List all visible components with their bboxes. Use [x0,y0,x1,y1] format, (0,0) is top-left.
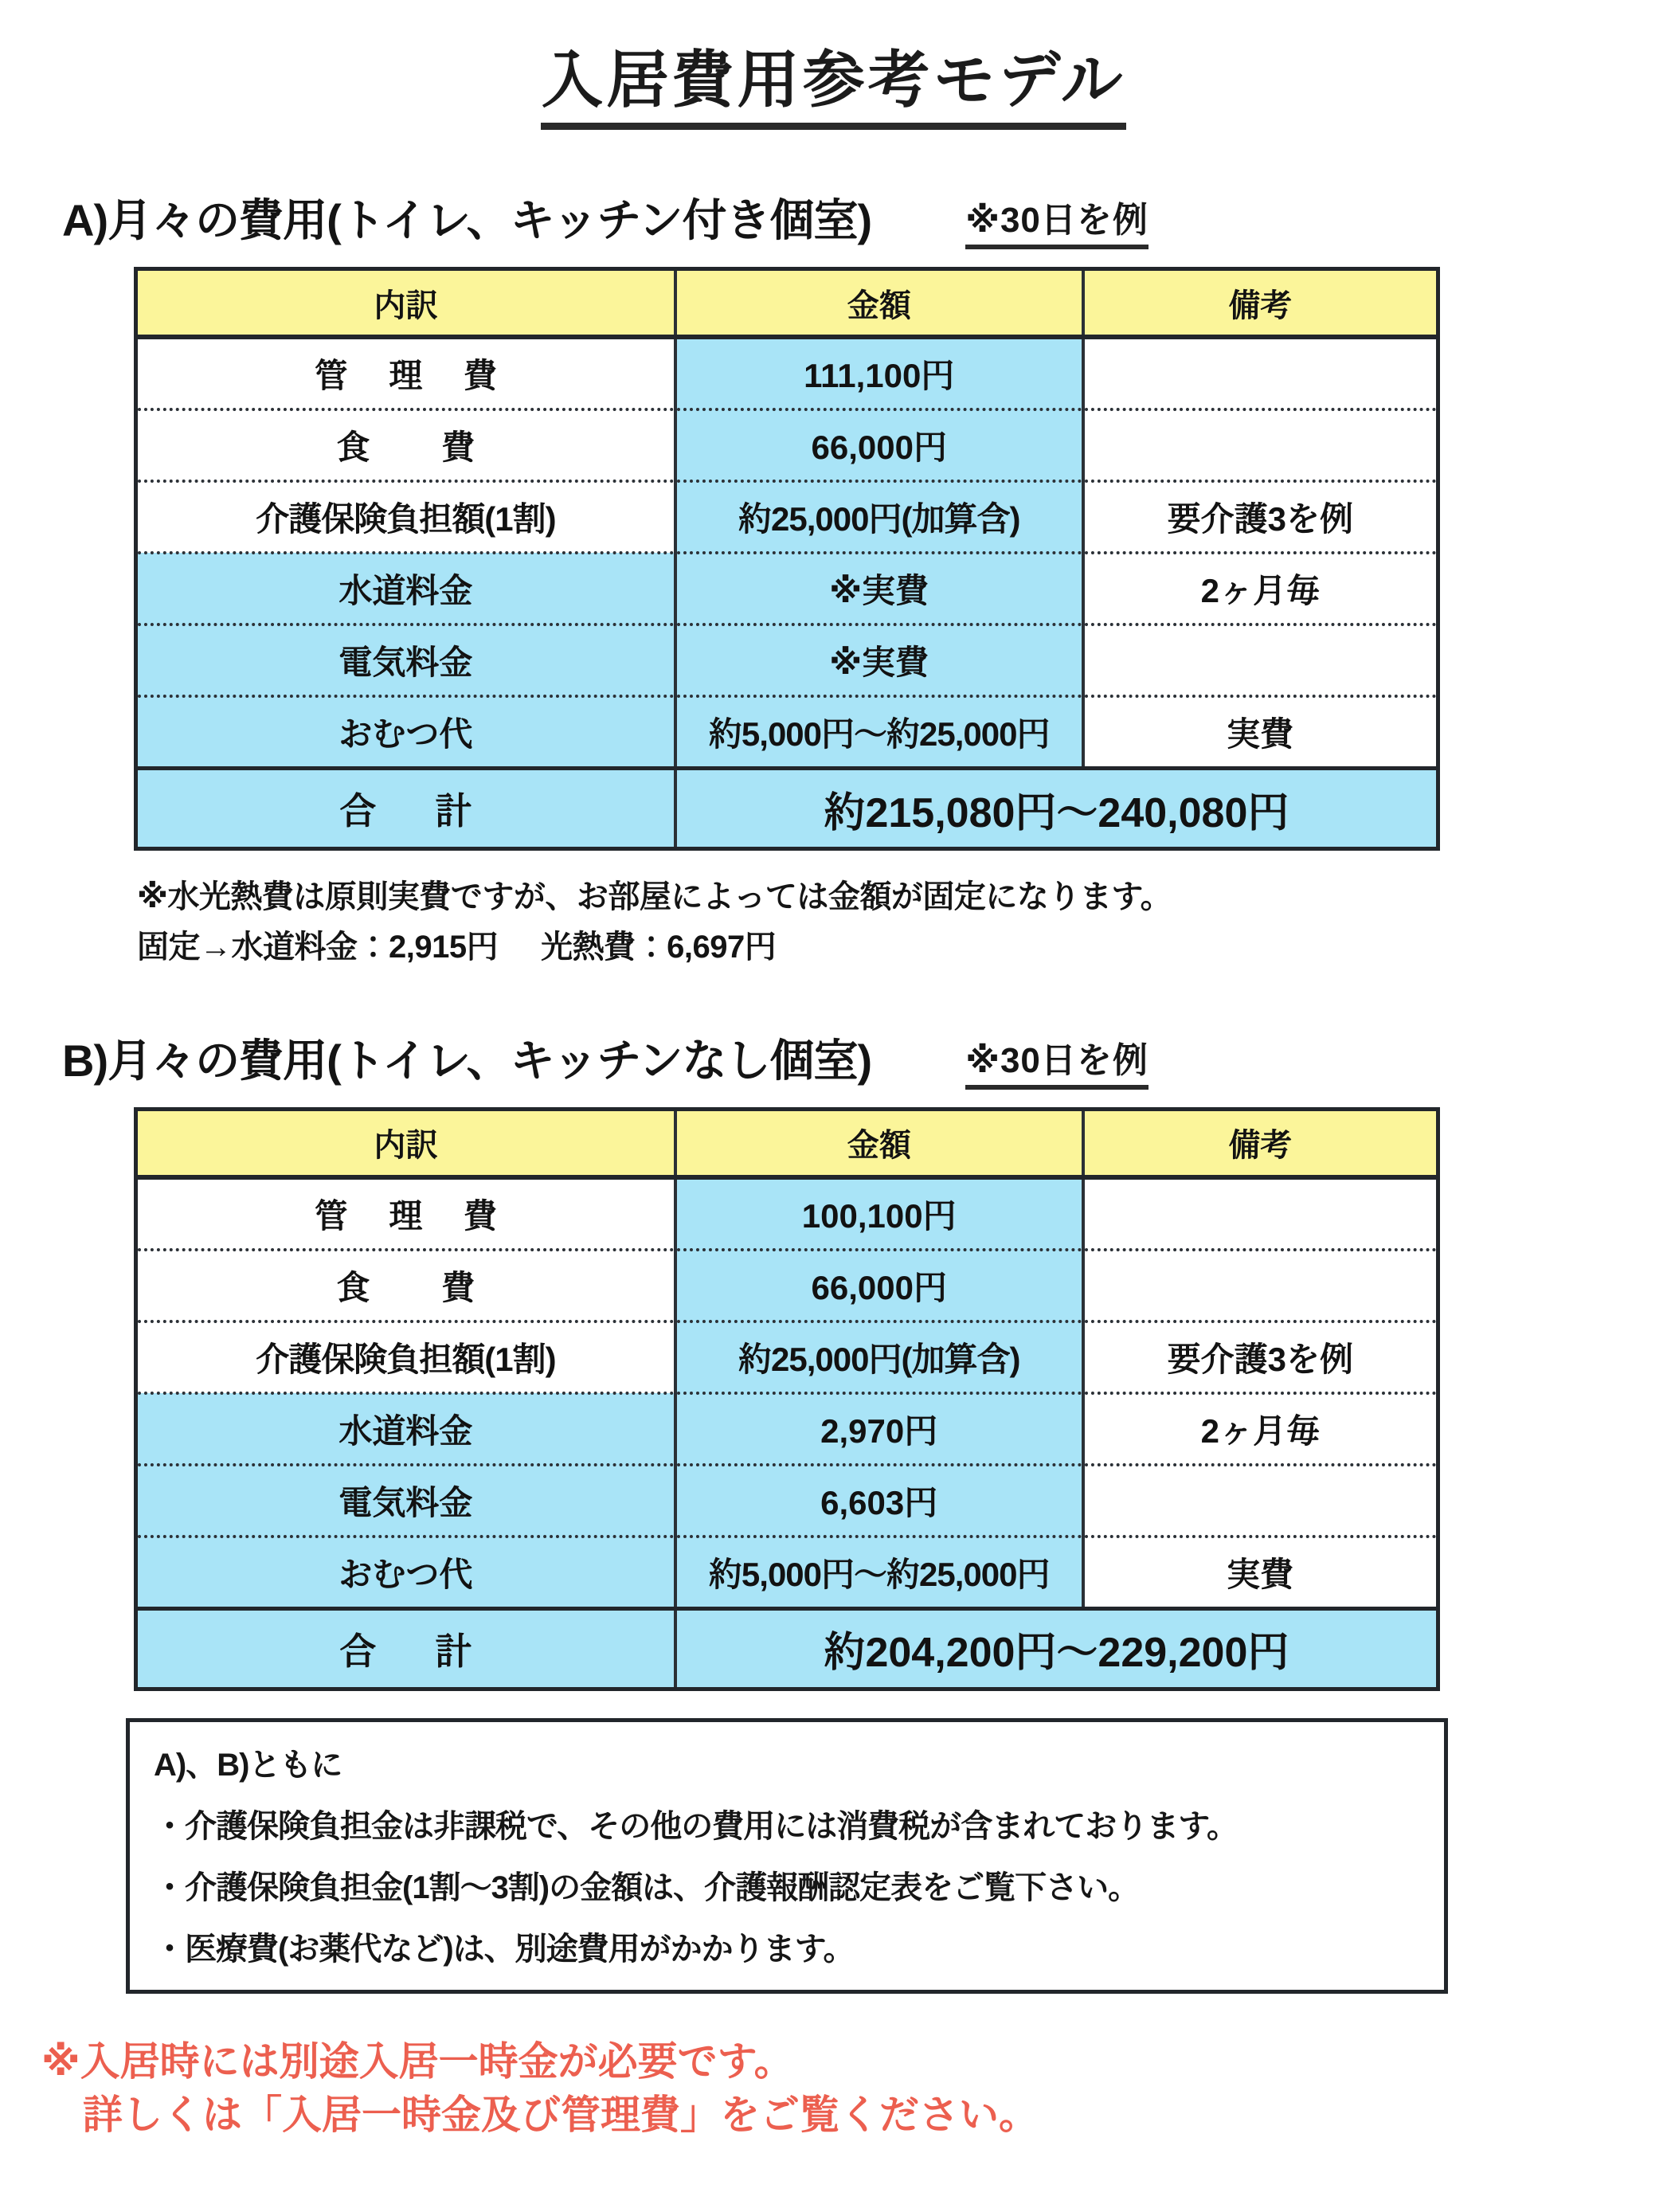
cell-item: おむつ代 [138,696,675,769]
footnote-fixed-water: 固定→水道料金：2,915円 [137,929,499,965]
page-title-text: 入居費用参考モデル [541,30,1125,130]
table-row [138,1250,1436,1321]
cell-amount: 約5,000円～約25,000円 [675,1537,1083,1609]
section-b-header [0,1026,1667,1090]
cell-item: 管 理 費 [138,1177,675,1250]
table-row [138,624,1436,696]
cell-amount: 111,100円 [675,337,1083,409]
conditions-line-1: ・介護保険負担金は非課税で、その他の費用には消費税が含まれております。 [154,1808,1238,1844]
cell-remark [1083,1250,1436,1321]
section-b-note: ※30日を例 [965,1032,1149,1090]
section-a-note: ※30日を例 [965,191,1149,249]
cell-amount: 6,603円 [675,1465,1083,1537]
cost-table-b [138,1111,1436,1687]
cell-amount: 約5,000円～約25,000円 [675,696,1083,769]
conditions-line-2: ・介護保険負担金(1割～3割)の金額は、介護報酬認定表をご覧下さい。 [154,1869,1140,1905]
cell-item: 介護保険負担額(1割) [138,481,675,553]
cell-remark: 実費 [1083,696,1436,769]
cell-total-amount: 約204,200円～229,200円 [675,1608,1436,1687]
column-header-remark: 備考 [1083,271,1436,337]
table-row [138,1537,1436,1609]
cell-amount: ※実費 [675,624,1083,696]
cell-remark [1083,1465,1436,1537]
cell-remark [1083,337,1436,409]
cell-amount: ※実費 [675,553,1083,624]
table-row [138,481,1436,553]
column-header-amount: 金額 [675,1111,1083,1177]
warning-notice [41,2035,1667,2142]
section-a-header [0,186,1667,249]
cell-remark: 2ヶ月毎 [1083,553,1436,624]
footnote-line-2 [137,925,1667,970]
cell-amount: 100,100円 [675,1177,1083,1250]
warning-line-2: 詳しくは「入居一時金及び管理費」をご覧ください。 [83,2092,1039,2137]
cell-remark: 2ヶ月毎 [1083,1393,1436,1465]
table-total-row [138,769,1436,848]
warning-line-1: ※入居時には別途入居一時金が必要です。 [41,2038,794,2084]
table-row [138,409,1436,481]
table-row [138,1177,1436,1250]
table-row [138,1465,1436,1537]
cell-total-amount: 約215,080円～240,080円 [675,769,1436,848]
cell-remark: 実費 [1083,1537,1436,1609]
cell-item: 電気料金 [138,624,675,696]
cell-item: 水道料金 [138,1393,675,1465]
column-header-remark: 備考 [1083,1111,1436,1177]
conditions-title: A)、B)ともに [154,1747,342,1783]
footnote-line-1: ※水光熱費は原則実費ですが、お部屋によっては金額が固定になります。 [137,879,1172,914]
cell-remark: 要介護3を例 [1083,481,1436,553]
cell-item: 食 費 [138,1250,675,1321]
table-row [138,553,1436,624]
section-b-title: B)月々の費用(トイレ、キッチンなし個室) [62,1035,872,1086]
section-a-title: A)月々の費用(トイレ、キッチン付き個室) [62,195,872,245]
column-header-item: 内訳 [138,271,675,337]
cell-item: 管 理 費 [138,337,675,409]
cell-remark [1083,1177,1436,1250]
table-row [138,337,1436,409]
cell-amount: 2,970円 [675,1393,1083,1465]
cell-amount: 66,000円 [675,409,1083,481]
conditions-box [126,1718,1448,1994]
cell-item: 介護保険負担額(1割) [138,1321,675,1393]
cell-remark [1083,409,1436,481]
cell-total-label: 合 計 [138,769,675,848]
cell-item: 水道料金 [138,553,675,624]
conditions-line-3: ・医療費(お薬代など)は、別途費用がかかります。 [154,1931,855,1967]
cell-total-label: 合 計 [138,1608,675,1687]
column-header-item: 内訳 [138,1111,675,1177]
cost-table-a [138,271,1436,847]
table-header-row [138,1111,1436,1177]
cell-amount: 約25,000円(加算含) [675,1321,1083,1393]
cell-remark [1083,624,1436,696]
cost-table-b-wrapper [134,1107,1440,1691]
cell-item: 電気料金 [138,1465,675,1537]
table-row [138,696,1436,769]
table-header-row [138,271,1436,337]
column-header-amount: 金額 [675,271,1083,337]
cell-item: おむつ代 [138,1537,675,1609]
cell-remark: 要介護3を例 [1083,1321,1436,1393]
cell-amount: 約25,000円(加算含) [675,481,1083,553]
table-row [138,1393,1436,1465]
table-total-row [138,1608,1436,1687]
section-a-footnotes [137,875,1667,970]
cell-amount: 66,000円 [675,1250,1083,1321]
page-title [0,0,1667,130]
cell-item: 食 費 [138,409,675,481]
footnote-fixed-utility: 光熱費：6,697円 [541,929,777,965]
table-row [138,1321,1436,1393]
cost-table-a-wrapper [134,267,1440,851]
